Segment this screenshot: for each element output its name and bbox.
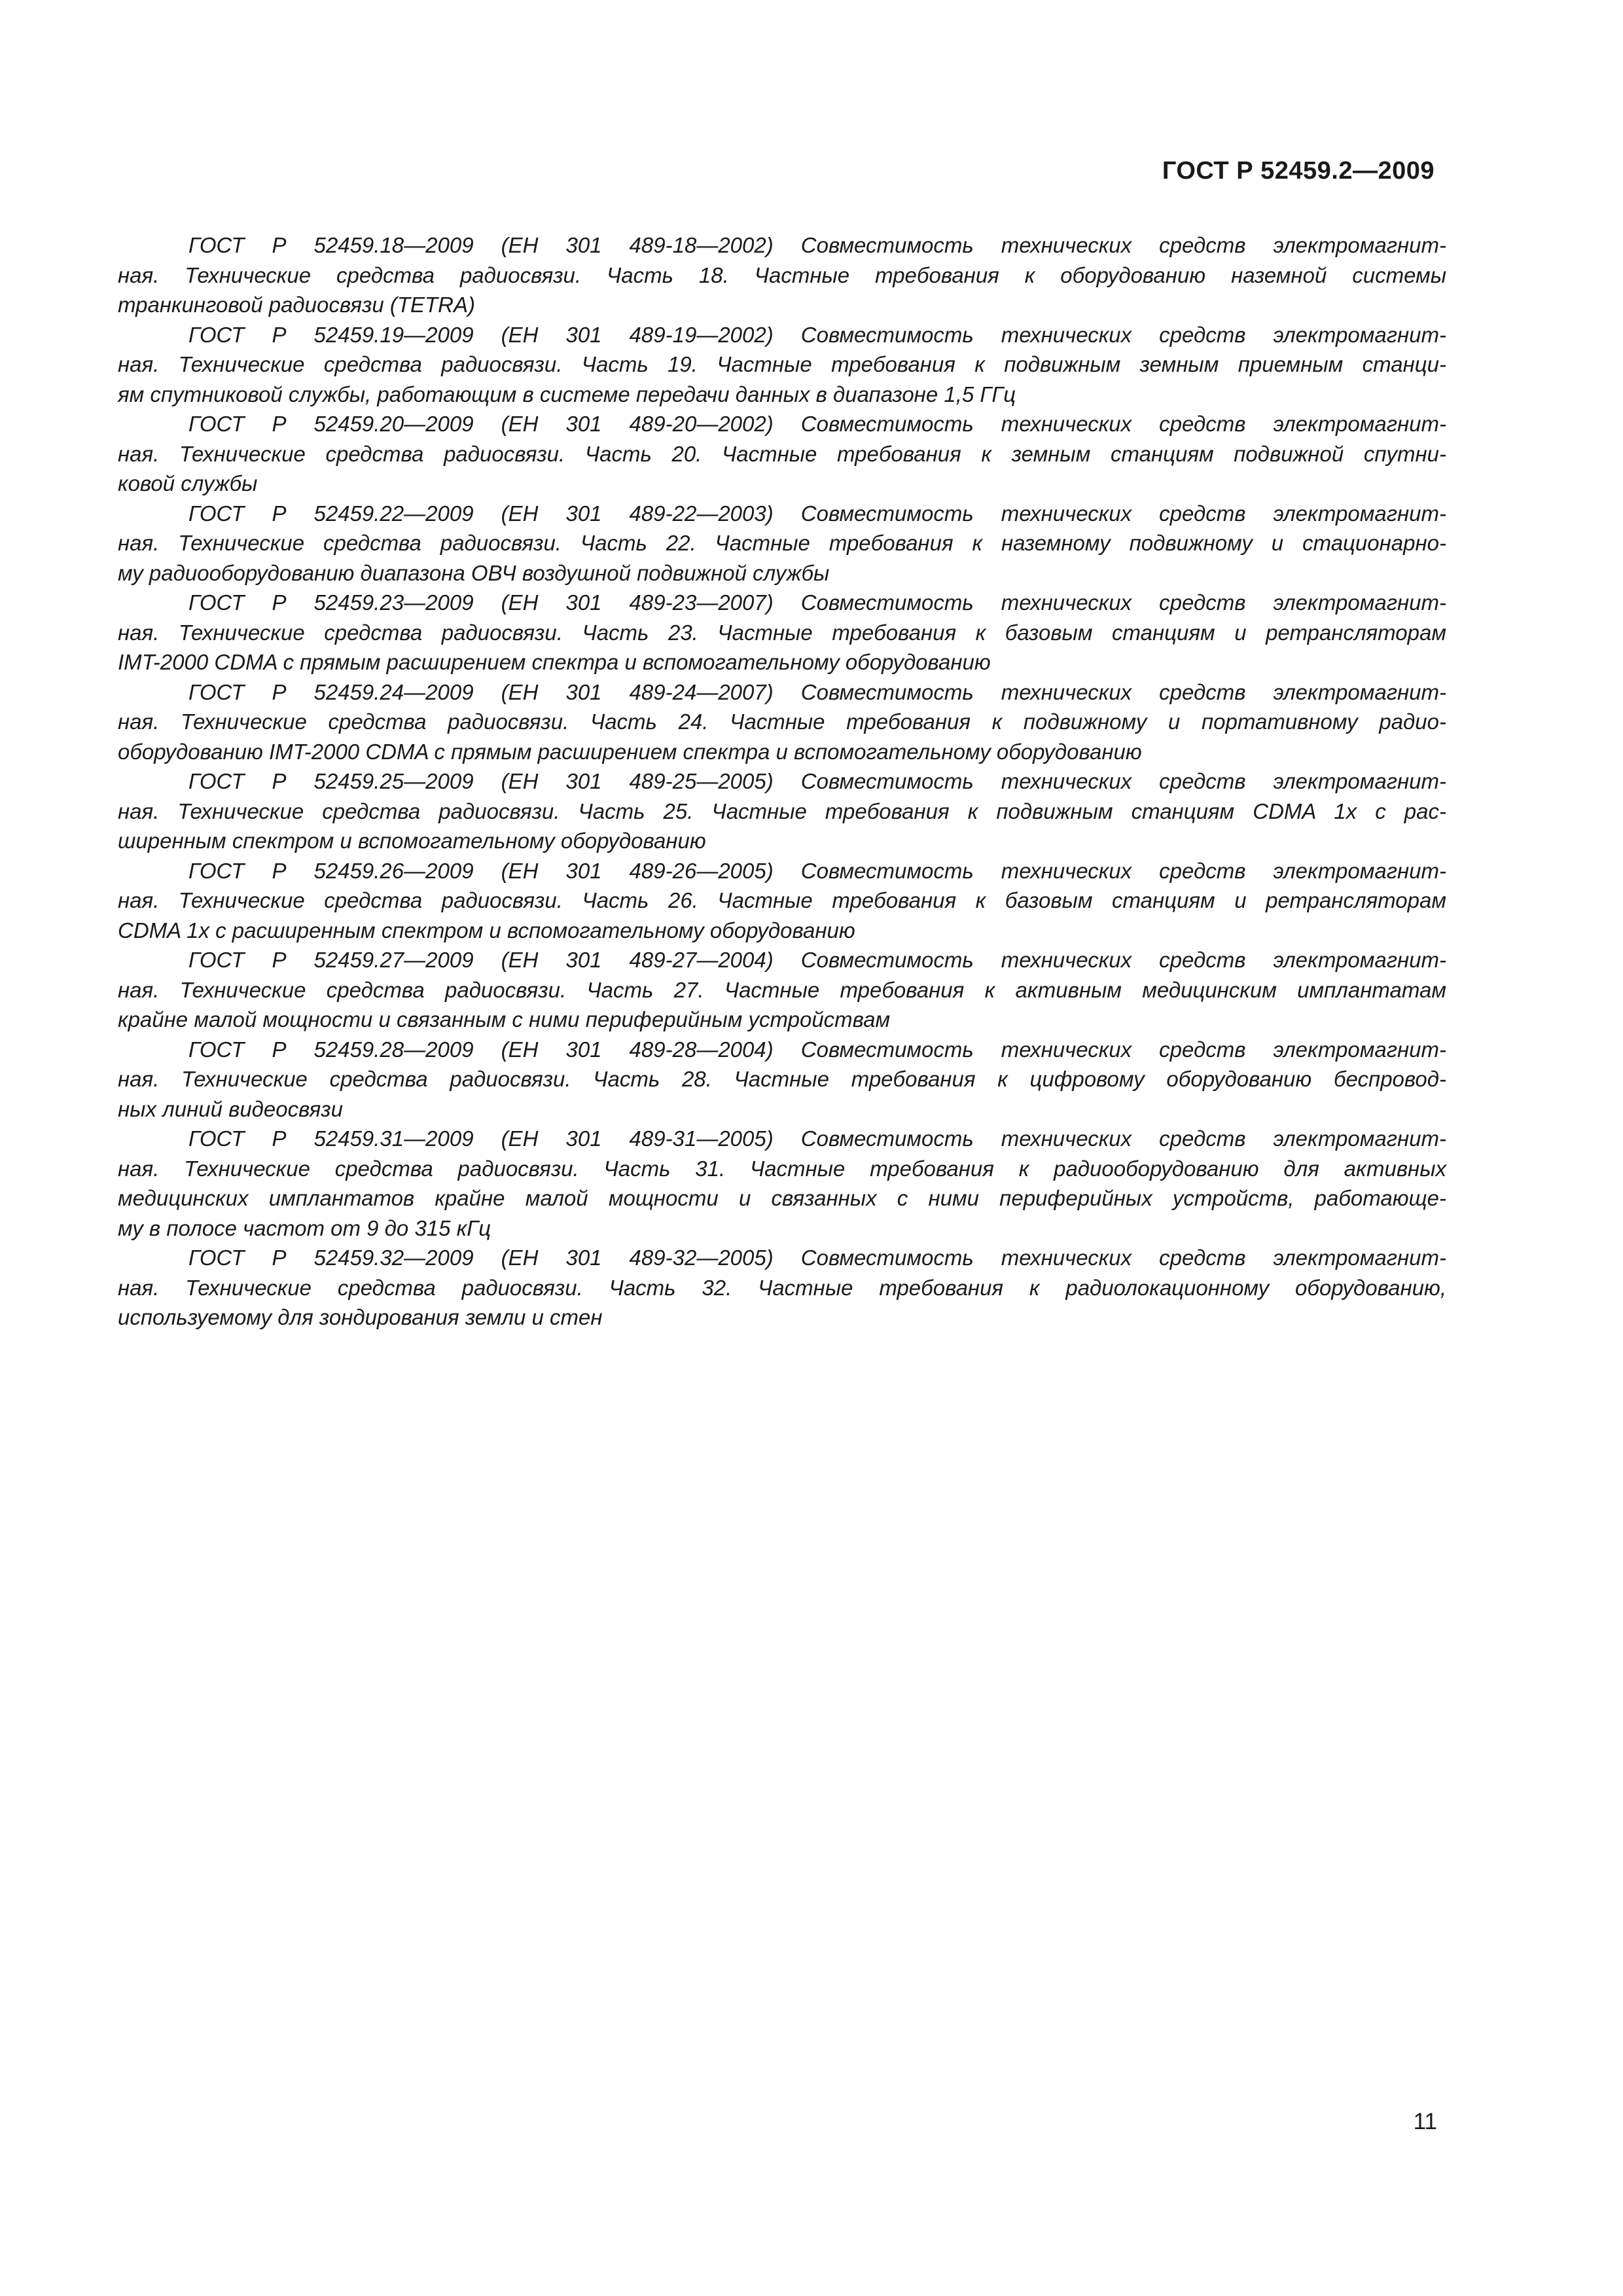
reference-entry bbox=[118, 588, 1446, 677]
reference-line: ГОСТ Р 52459.22—2009 (ЕН 301 489-22—2003) Совместимость технических средств электромагнит- bbox=[188, 501, 1446, 526]
reference-line: ная. Технические средства радиосвязи. Часть 26. Частные требования к базовым станциям и ретрансляторам bbox=[118, 888, 1446, 912]
reference-line: ная. Технические средства радиосвязи. Часть 23. Частные требования к базовым станциям и ретрансляторам bbox=[118, 620, 1446, 645]
reference-line: ГОСТ Р 52459.18—2009 (ЕН 301 489-18—2002) Совместимость технических средств электромагнит- bbox=[188, 233, 1446, 257]
reference-line: ГОСТ Р 52459.24—2009 (ЕН 301 489-24—2007) Совместимость технических средств электромагнит- bbox=[188, 679, 1446, 704]
reference-line: ная. Технические средства радиосвязи. Часть 18. Частные требования к оборудованию наземной системы bbox=[118, 262, 1446, 287]
reference-entry bbox=[118, 856, 1446, 946]
reference-line: ная. Технические средства радиосвязи. Часть 25. Частные требования к подвижным станциям CDMA 1x с рас- bbox=[118, 798, 1446, 823]
reference-line: крайне малой мощности и связанным с ними периферийным устройствам bbox=[118, 1007, 891, 1031]
reference-line: ная. Технические средства радиосвязи. Часть 24. Частные требования к подвижному и портативному радио- bbox=[118, 709, 1446, 734]
reference-entry bbox=[118, 945, 1446, 1035]
reference-line: му радиооборудованию диапазона ОВЧ воздушной подвижной службы bbox=[118, 560, 830, 585]
reference-line: ГОСТ Р 52459.28—2009 (ЕН 301 489-28—2004) Совместимость технических средств электромагнит- bbox=[188, 1037, 1446, 1062]
reference-line: ширенным спектром и вспомогательному оборудованию bbox=[118, 829, 706, 853]
reference-line: ГОСТ Р 52459.25—2009 (ЕН 301 489-25—2005) Совместимость технических средств электромагнит- bbox=[188, 769, 1446, 793]
reference-entry bbox=[118, 230, 1446, 320]
reference-entry bbox=[118, 766, 1446, 856]
reference-line: ГОСТ Р 52459.26—2009 (ЕН 301 489-26—2005) Совместимость технических средств электромагнит- bbox=[188, 858, 1446, 883]
reference-entry bbox=[118, 1035, 1446, 1124]
reference-line: ям спутниковой службы, работающим в системе передачи данных в диапазоне 1,5 ГГц bbox=[118, 382, 1016, 406]
reference-entry bbox=[118, 1124, 1446, 1243]
reference-line: ГОСТ Р 52459.27—2009 (ЕН 301 489-27—2004) Совместимость технических средств электромагнит- bbox=[188, 948, 1446, 972]
reference-line: ная. Технические средства радиосвязи. Часть 27. Частные требования к активным медицинским имплантатам bbox=[118, 977, 1446, 1002]
reference-line: ная. Технические средства радиосвязи. Часть 19. Частные требования к подвижным земным приемным станци- bbox=[118, 352, 1446, 376]
reference-line: ная. Технические средства радиосвязи. Часть 32. Частные требования к радиолокационному оборудованию, bbox=[118, 1275, 1446, 1300]
reference-line: IMT-2000 CDMA с прямым расширением спектра и вспомогательному оборудованию bbox=[118, 650, 991, 674]
reference-line: медицинских имплантатов крайне малой мощности и связанных с ними периферийных устройств, работающе- bbox=[118, 1186, 1446, 1210]
reference-line: CDMA 1x с расширенным спектром и вспомогательному оборудованию bbox=[118, 918, 855, 942]
reference-line: ГОСТ Р 52459.20—2009 (ЕН 301 489-20—2002) Совместимость технических средств электромагнит- bbox=[188, 412, 1446, 436]
reference-line: ГОСТ Р 52459.19—2009 (ЕН 301 489-19—2002) Совместимость технических средств электромагнит- bbox=[188, 322, 1446, 347]
reference-line: ГОСТ Р 52459.23—2009 (ЕН 301 489-23—2007) Совместимость технических средств электромагнит- bbox=[188, 590, 1446, 615]
reference-line: му в полосе частот от 9 до 315 кГц bbox=[118, 1215, 491, 1240]
reference-line: ная. Технические средства радиосвязи. Часть 20. Частные требования к земным станциям подвижной спутни- bbox=[118, 441, 1446, 466]
reference-line: ГОСТ Р 52459.32—2009 (ЕН 301 489-32—2005) Совместимость технических средств электромагнит- bbox=[188, 1246, 1446, 1270]
reference-line: ковой службы bbox=[118, 471, 258, 495]
reference-entry bbox=[118, 677, 1446, 767]
reference-line: транкинговой радиосвязи (TETRA) bbox=[118, 293, 475, 317]
reference-entry bbox=[118, 1243, 1446, 1333]
reference-list bbox=[118, 230, 1446, 1333]
reference-line: ГОСТ Р 52459.31—2009 (ЕН 301 489-31—2005) Совместимость технических средств электромагнит- bbox=[188, 1126, 1446, 1151]
document-header: ГОСТ Р 52459.2—2009 bbox=[1162, 157, 1435, 185]
reference-line: ная. Технические средства радиосвязи. Часть 28. Частные требования к цифровому оборудованию беспровод- bbox=[118, 1067, 1446, 1091]
reference-line: используемому для зондирования земли и стен bbox=[118, 1305, 603, 1329]
reference-entry bbox=[118, 499, 1446, 588]
reference-line: ная. Технические средства радиосвязи. Часть 31. Частные требования к радиооборудованию для активных bbox=[118, 1156, 1446, 1181]
reference-line: ная. Технические средства радиосвязи. Часть 22. Частные требования к наземному подвижному и стационарно- bbox=[118, 531, 1446, 555]
reference-entry bbox=[118, 409, 1446, 499]
reference-entry bbox=[118, 320, 1446, 410]
reference-line: оборудованию IMT-2000 CDMA с прямым расширением спектра и вспомогательному оборудованию bbox=[118, 739, 1142, 764]
reference-line: ных линий видеосвязи bbox=[118, 1096, 343, 1121]
page-number: 11 bbox=[1413, 2109, 1437, 2134]
